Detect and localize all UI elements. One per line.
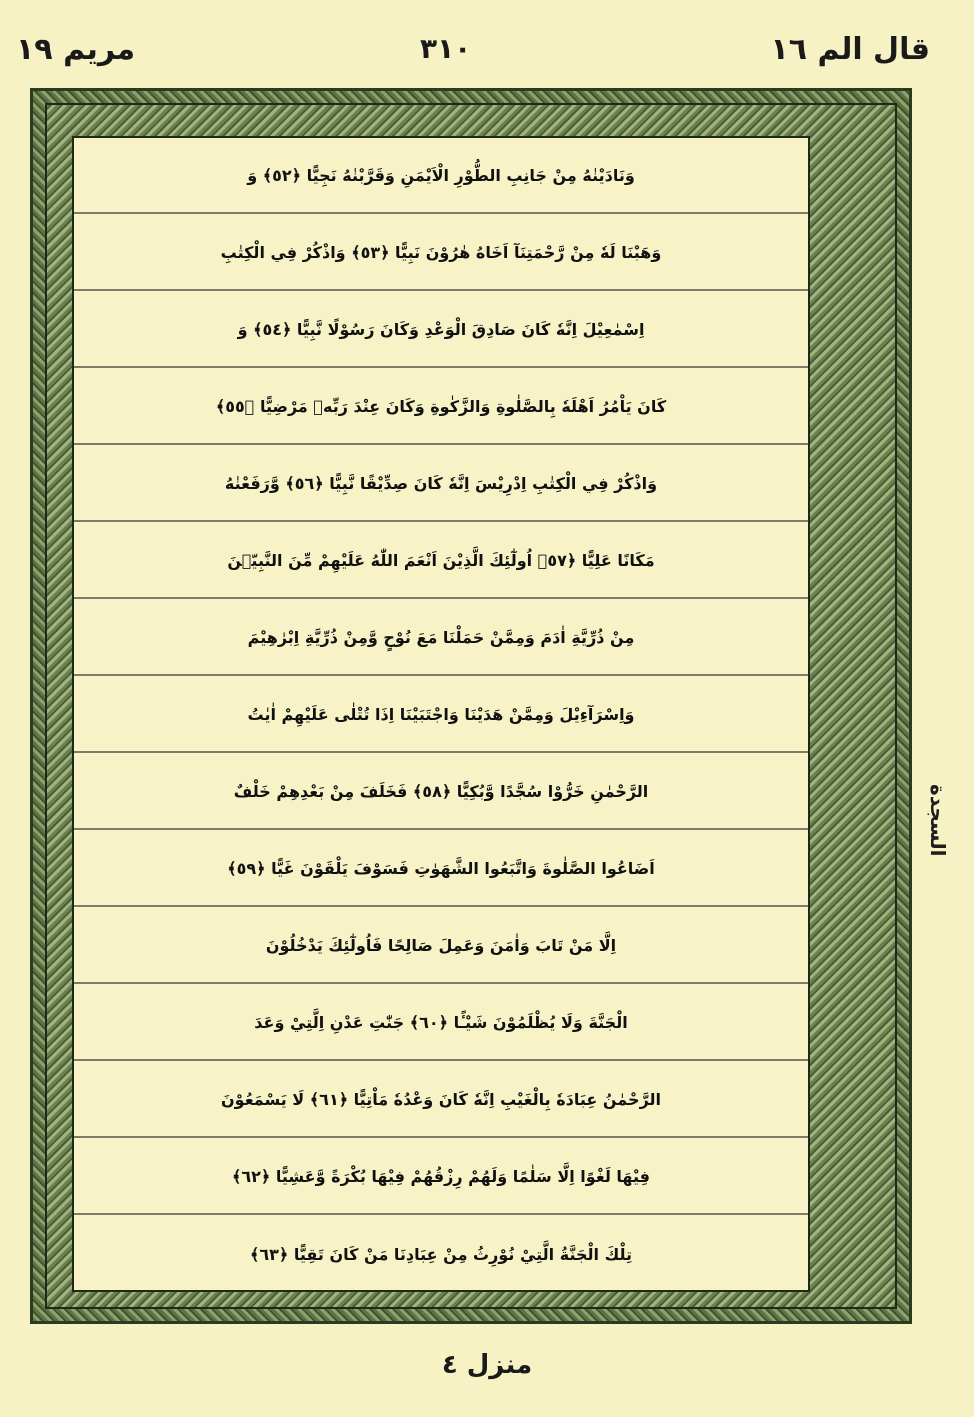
verse-line: الْجَنَّةَ وَلَا يُظْلَمُوْنَ شَيْـًٔا ﴿٦٠﴾ جَنّٰتِ عَدْنِ اِلَّتِيْ وَعَدَ: [74, 985, 808, 1061]
verse-line: الرَّحْمٰنِ خَرُّوْا سُجَّدًا وَّبُكِيًّا ﴿٥٨﴾ فَخَلَفَ مِنْ بَعْدِهِمْ خَلْفٌ: [74, 754, 808, 830]
verse-line: الرَّحْمٰنُ عِبَادَهٗ بِالْغَيْبِ اِنَّهٗ كَانَ وَعْدُهٗ مَاْتِيًّا ﴿٦١﴾ لَا يَسْمَعُوْنَ: [74, 1062, 808, 1138]
verse-line: وَاذْكُرْ فِي الْكِتٰبِ اِدْرِيْسَ اِنَّهٗ كَانَ صِدِّيْقًا نَّبِيًّا ﴿٥٦﴾ وَّرَفَعْنٰهُ: [74, 446, 808, 522]
verse-line: فِيْهَا لَغْوًا اِلَّا سَلٰمًا وَلَهُمْ رِزْقُهُمْ فِيْهَا بُكْرَةً وَّعَشِيًّا ﴿٦٢﴾: [74, 1139, 808, 1215]
sajdah-marker: السجدة: [926, 783, 950, 857]
verse-line: وَهَبْنَا لَهٗ مِنْ رَّحْمَتِنَآ اَخَاهُ هٰرُوْنَ نَبِيًّا ﴿٥٣﴾ وَاذْكُرْ فِي الْكِتٰبِ: [74, 215, 808, 291]
page-number: ٣١٠: [420, 32, 472, 65]
verse-line: كَانَ يَاْمُرُ اَهْلَهٗ بِالصَّلٰوةِ وَالزَّكٰوةِ وَكَانَ عِنْدَ رَبِّهٖ مَرْضِيًّا ﴿٥٥﴾: [74, 369, 808, 445]
verse-line: اِلَّا مَنْ تَابَ وَاٰمَنَ وَعَمِلَ صَالِحًا فَاُولٰٓئِكَ يَدْخُلُوْنَ: [74, 908, 808, 984]
verse-line: مَكَانًا عَلِيًّا ﴿٥٧﴾ اُولٰٓئِكَ الَّذِيْنَ اَنْعَمَ اللّٰهُ عَلَيْهِمْ مِّنَ النَّبِيّٖنَ: [74, 523, 808, 599]
juz-name: قال الم ١٦: [770, 32, 930, 67]
verse-text-area: [72, 136, 810, 1292]
verse-line: تِلْكَ الْجَنَّةُ الَّتِيْ نُوْرِثُ مِنْ عِبَادِنَا مَنْ كَانَ تَقِيًّا ﴿٦٣﴾: [250, 1244, 632, 1264]
surah-name: مريم ١٩: [16, 32, 136, 67]
verse-line: اَضَاعُوا الصَّلٰوةَ وَاتَّبَعُوا الشَّهَوٰتِ فَسَوْفَ يَلْقَوْنَ غَيًّا ﴿٥٩﴾: [74, 831, 808, 907]
verse-line: مِنْ ذُرِّيَّةِ اٰدَمَ وَمِمَّنْ حَمَلْنَا مَعَ نُوْحٍ وَّمِنْ ذُرِّيَّةِ اِبْرٰهِيْمَ: [74, 600, 808, 676]
verse-line: وَاِسْرَآءِيْلَ وَمِمَّنْ هَدَيْنَا وَاجْتَبَيْنَا اِذَا تُتْلٰى عَلَيْهِمْ اٰيٰتُ: [74, 677, 808, 753]
verse-line: وَنَادَيْنٰهُ مِنْ جَانِبِ الطُّوْرِ الْاَيْمَنِ وَقَرَّبْنٰهُ نَجِيًّا ﴿٥٢﴾ وَ: [74, 138, 808, 214]
page-header: [0, 32, 974, 80]
verse-line: اِسْمٰعِيْلَ اِنَّهٗ كَانَ صَادِقَ الْوَعْدِ وَكَانَ رَسُوْلًا نَّبِيًّا ﴿٥٤﴾ وَ: [74, 292, 808, 368]
manzil-footer: منزل ٤: [441, 1350, 533, 1380]
